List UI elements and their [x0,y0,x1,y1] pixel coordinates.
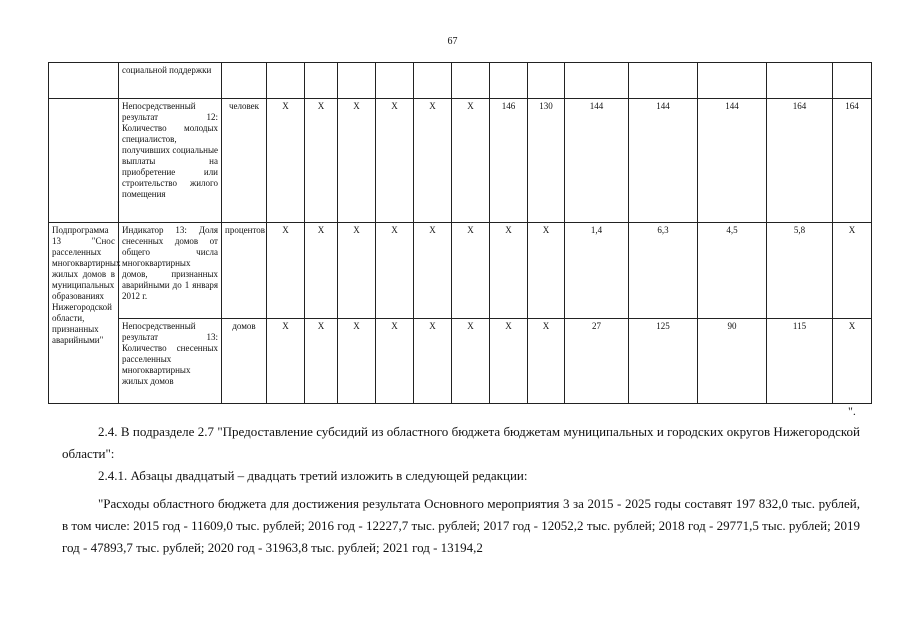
value-cell: 146 [490,99,528,223]
value-cell: X [414,99,452,223]
value-cell: 130 [528,99,565,223]
paragraph-budget-expenses: "Расходы областного бюджета для достижения результата Основного мероприятия 3 за 2015 - 2025 годы составят 197 832,0 тыс. рублей, в том числе: 2015 год - 11609,0 тыс. рублей; 2016 год - 12227,7 тыс. рублей; 2017 год - 12052,2 тыс. рублей; 2018 год - 29771,5 тыс. рублей; 2019 год - 47893,7 тыс. рублей; 2020 год - 31963,8 тыс. рублей; 2021 год - 13194,2 [62,496,860,555]
table-row [49,99,872,223]
value-cell [629,63,698,99]
unit-cell: процентов [222,223,267,319]
value-cell: 115 [767,319,833,404]
value-cell: 125 [629,319,698,404]
table-row [49,63,872,99]
value-cell: 6,3 [629,223,698,319]
value-cell [376,63,414,99]
value-cell: 144 [698,99,767,223]
value-cell: X [376,223,414,319]
value-cell: X [452,319,490,404]
value-cell [490,63,528,99]
value-cell [528,63,565,99]
value-cell [305,63,338,99]
unit-cell: человек [222,99,267,223]
value-cell [338,63,376,99]
value-cell: X [376,319,414,404]
value-cell: X [376,99,414,223]
value-cell: X [305,223,338,319]
value-cell: 4,5 [698,223,767,319]
indicator-cell: Непосредственный результат 13: Количество снесенных расселенных многоквартирных жилых домов [119,319,222,404]
value-cell: 5,8 [767,223,833,319]
unit-cell [222,63,267,99]
value-cell: 1,4 [565,223,629,319]
value-cell: X [338,223,376,319]
value-cell [267,63,305,99]
table-row [49,223,872,319]
value-cell: X [833,319,872,404]
value-cell: X [305,319,338,404]
paragraph-section-2-4: 2.4. В подразделе 2.7 "Предоставление субсидий из областного бюджета бюджетам муниципальных и городских округов Нижегородской области": [62,424,860,461]
value-cell: 164 [833,99,872,223]
value-cell: X [452,99,490,223]
program-cell [49,99,119,223]
value-cell: X [338,319,376,404]
value-cell: X [267,99,305,223]
value-cell [698,63,767,99]
value-cell: 144 [629,99,698,223]
value-cell: X [338,99,376,223]
value-cell: 144 [565,99,629,223]
value-cell: X [490,319,528,404]
table-row [49,319,872,404]
value-cell: X [305,99,338,223]
value-cell: X [528,223,565,319]
indicator-cell: Индикатор 13: Доля снесенных домов от общего числа многоквартирных домов, признанных аварийными до 1 января 2012 г. [119,223,222,319]
value-cell: 27 [565,319,629,404]
value-cell: X [452,223,490,319]
page-number: 67 [447,36,458,47]
value-cell [565,63,629,99]
indicators-table [48,62,872,404]
value-cell: 90 [698,319,767,404]
value-cell: X [833,223,872,319]
value-cell [452,63,490,99]
paragraph-section-2-4-1: 2.4.1. Абзацы двадцатый – двадцать третий изложить в следующей редакции: [98,468,528,483]
value-cell: X [414,319,452,404]
unit-cell: домов [222,319,267,404]
program-cell [49,63,119,99]
indicator-cell: Непосредственный результат 12: Количество молодых специалистов, получивших социальные выплаты на приобретение или строительство жилого помещения [119,99,222,223]
value-cell: 164 [767,99,833,223]
value-cell: X [528,319,565,404]
indicator-cell: социальной поддержки [119,63,222,99]
value-cell [414,63,452,99]
value-cell [767,63,833,99]
closing-quote: ". [848,404,856,418]
program-cell: Подпрограмма 13 "Снос расселенных многоквартирных жилых домов в муниципальных образованиях Нижегородской области, признанных аварийными" [49,223,119,404]
value-cell [833,63,872,99]
value-cell: X [490,223,528,319]
value-cell: X [267,319,305,404]
value-cell: X [414,223,452,319]
value-cell: X [267,223,305,319]
